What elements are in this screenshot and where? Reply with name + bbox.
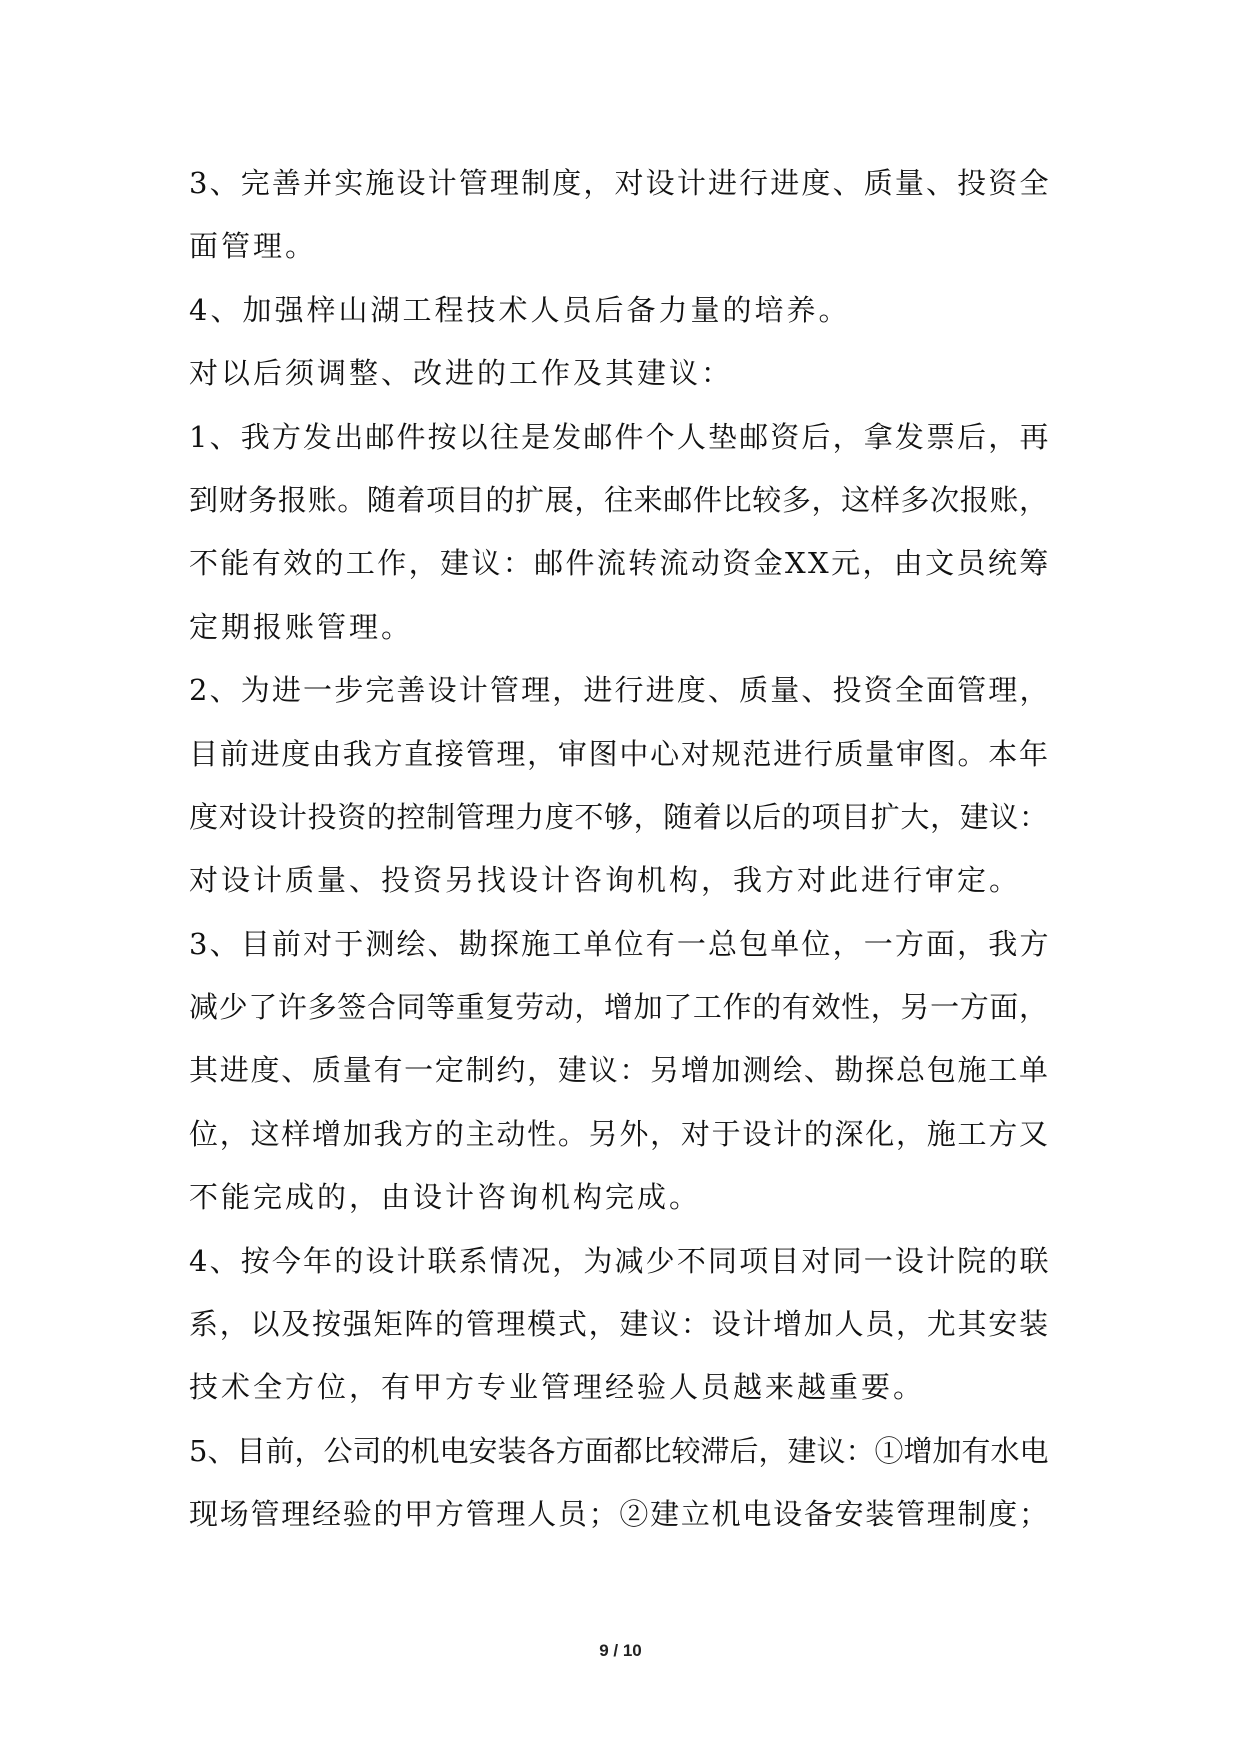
text-line: 3、完善并实施设计管理制度，对设计进行进度、质量、投资全 [189, 166, 1051, 200]
body-text [189, 152, 1051, 1547]
text-line: 对以后须调整、改进的工作及其建议： [189, 356, 734, 391]
text-line: 5、目前，公司的机电安装各方面都比较滞后，建议：①增加有水电 [189, 1433, 1049, 1468]
text-line: 减少了许多签合同等重复劳动，增加了工作的有效性，另一方面， [189, 990, 1049, 1025]
text-line: 3、目前对于测绘、勘探施工单位有一总包单位，一方面，我方 [189, 926, 1051, 961]
text-line: 位，这样增加我方的主动性。另外，对于设计的深化，施工方又 [189, 1116, 1050, 1151]
text-line: 不能有效的工作，建议：邮件流转流动资金XX元，由文员统筹 [189, 546, 1051, 581]
text-line: 系，以及按强矩阵的管理模式，建议：设计增加人员，尤其安装 [189, 1307, 1050, 1342]
text-line: 度对设计投资的控制管理力度不够，随着以后的项目扩大，建议： [189, 799, 1049, 834]
text-line: 4、按今年的设计联系情况，为减少不同项目对同一设计院的联 [189, 1243, 1051, 1278]
text-line: 4、加强梓山湖工程技术人员后备力量的培养。 [189, 292, 851, 327]
text-line: 现场管理经验的甲方管理人员；②建立机电设备安装管理制度； [189, 1497, 1050, 1532]
text-line: 面管理。 [189, 229, 318, 264]
text-line: 1、我方发出邮件按以往是发邮件个人垫邮资后，拿发票后，再 [189, 419, 1051, 454]
text-line: 技术全方位，有甲方专业管理经验人员越来越重要。 [189, 1370, 926, 1405]
text-line: 定期报账管理。 [189, 609, 414, 644]
text-line: 对设计质量、投资另找设计咨询机构，我方对此进行审定。 [189, 863, 1022, 898]
page-number: 9 / 10 [599, 1641, 642, 1660]
text-line: 其进度、质量有一定制约，建议：另增加测绘、勘探总包施工单 [189, 1053, 1050, 1088]
text-line: 2、为进一步完善设计管理，进行进度、质量、投资全面管理， [189, 673, 1051, 708]
text-line: 不能完成的，由设计咨询机构完成。 [189, 1180, 702, 1215]
text-line: 目前进度由我方直接管理，审图中心对规范进行质量审图。本年 [189, 736, 1050, 771]
text-line: 到财务报账。随着项目的扩展，往来邮件比较多，这样多次报账， [189, 482, 1049, 517]
